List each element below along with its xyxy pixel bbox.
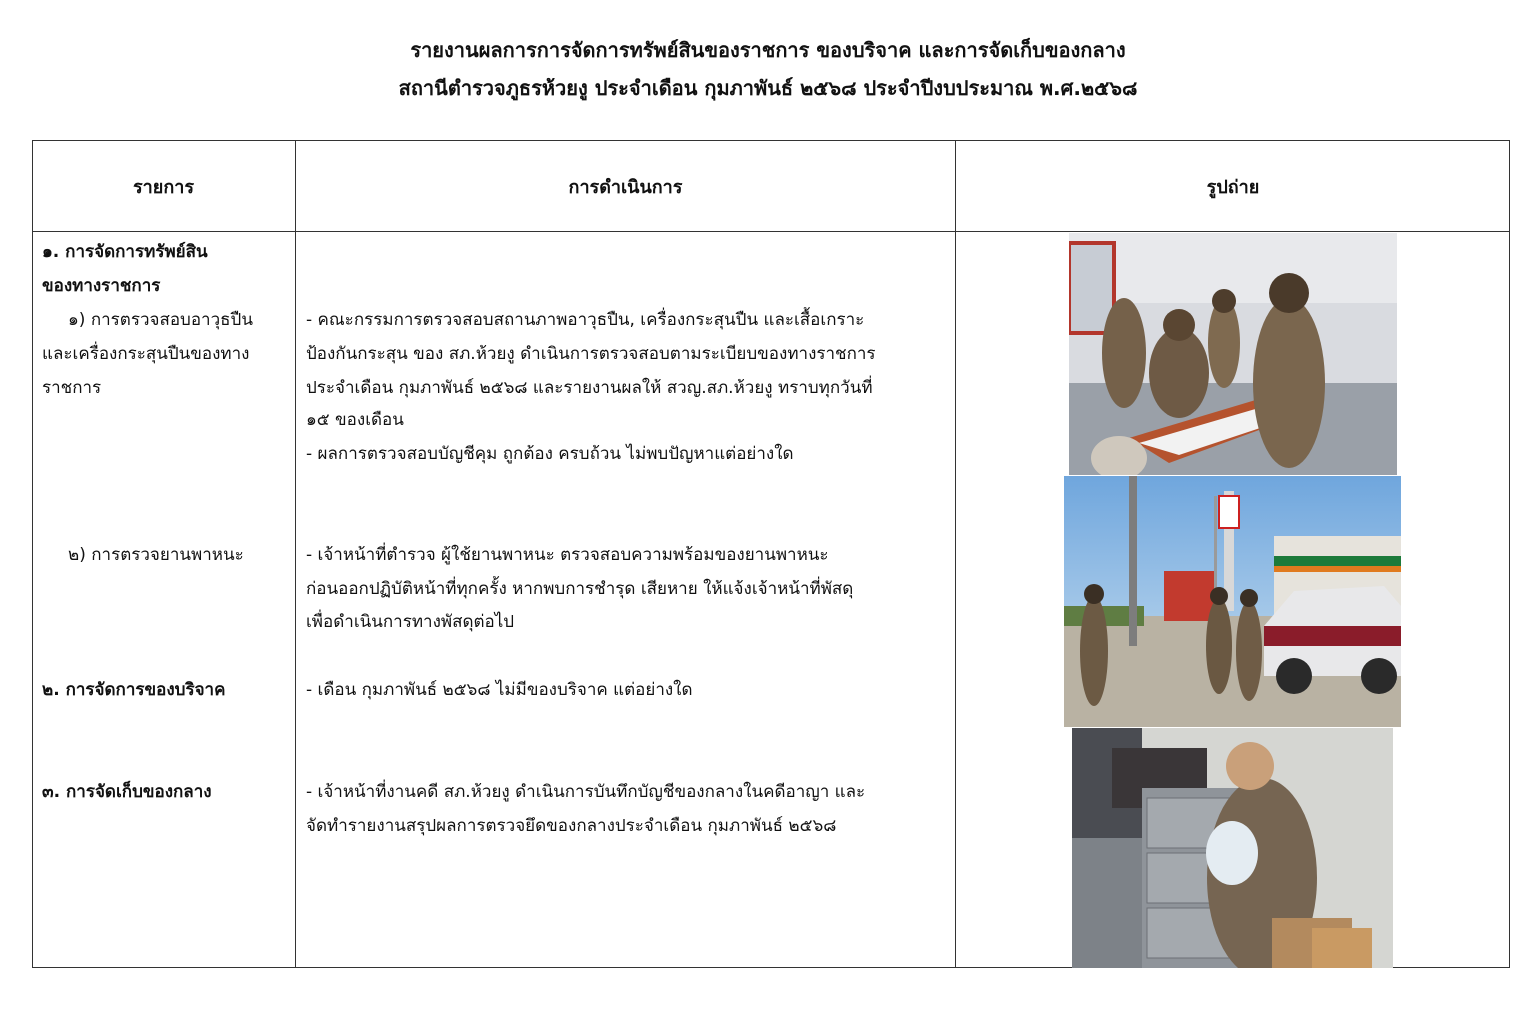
section3-title: ๓. การจัดเก็บของกลาง (42, 782, 212, 802)
section1-title-line1: ๑. การจัดการทรัพย์สิน (42, 242, 208, 262)
section1-title-line2: ของทางราชการ (42, 276, 161, 296)
sub2-label: ๒) การตรวจยานพาหนะ (68, 545, 244, 565)
action2-line1: - เจ้าหน้าที่ตำรวจ ผู้ใช้ยานพาหนะ ตรวจสอบความพร้อมของยานพาหนะ (306, 545, 829, 565)
action1-line1: - คณะกรรมการตรวจสอบสถานภาพอาวุธปืน, เครื่องกระสุนปืน และเสื้อเกราะ (306, 310, 865, 330)
action2-line2: ก่อนออกปฏิบัติหน้าที่ทุกครั้ง หากพบการชำรุด เสียหาย ให้แจ้งเจ้าหน้าที่พัสดุ (306, 579, 854, 599)
action4-line1: - เจ้าหน้าที่งานคดี สภ.ห้วยงู ดำเนินการบันทึกบัญชีของกลางในคดีอาญา และ (306, 782, 866, 802)
sub1-line1: ๑) การตรวจสอบอาวุธปืน (68, 310, 253, 330)
sub1-line3: ราชการ (42, 378, 102, 398)
header-divider (32, 231, 1510, 232)
action4-line2: จัดทำรายงานสรุปผลการตรวจยึดของกลางประจำเดือน กุมภาพันธ์ ๒๕๖๘ (306, 816, 837, 836)
column-divider (295, 140, 296, 968)
photo-vehicle-inspection (1064, 476, 1401, 727)
column-divider (955, 140, 956, 968)
sub1-line2: และเครื่องกระสุนปืนของทาง (42, 344, 250, 364)
document-title-line2: สถานีตำรวจภูธรห้วยงู ประจำเดือน กุมภาพันธ์ ๒๕๖๘ ประจำปีงบประมาณ พ.ศ.๒๕๖๘ (398, 76, 1138, 100)
header-actions: การดำเนินการ (568, 177, 683, 198)
header-items: รายการ (133, 177, 194, 198)
header-photos: รูปถ่าย (1206, 177, 1260, 198)
action2-line3: เพื่อดำเนินการทางพัสดุต่อไป (306, 612, 515, 632)
action1-line4: ๑๕ ของเดือน (306, 410, 404, 430)
document-title-line1: รายงานผลการการจัดการทรัพย์สินของราชการ ของบริจาค และการจัดเก็บของกลาง (410, 38, 1126, 62)
action3-line1: - เดือน กุมภาพันธ์ ๒๕๖๘ ไม่มีของบริจาค แต่อย่างใด (306, 680, 693, 700)
section2-title: ๒. การจัดการของบริจาค (42, 680, 226, 700)
photo-weapon-inspection (1069, 233, 1397, 475)
action1-line2: ป้องกันกระสุน ของ สภ.ห้วยงู ดำเนินการตรวจสอบตามระเบียบของทางราชการ (306, 344, 876, 364)
action1-line5: - ผลการตรวจสอบบัญชีคุม ถูกต้อง ครบถ้วน ไม่พบปัญหาแต่อย่างใด (306, 444, 794, 464)
action1-line3: ประจำเดือน กุมภาพันธ์ ๒๕๖๘ และรายงานผลให้ สวญ.สภ.ห้วยงู ทราบทุกวันที่ (306, 378, 873, 398)
photo-evidence-storage (1072, 728, 1393, 968)
